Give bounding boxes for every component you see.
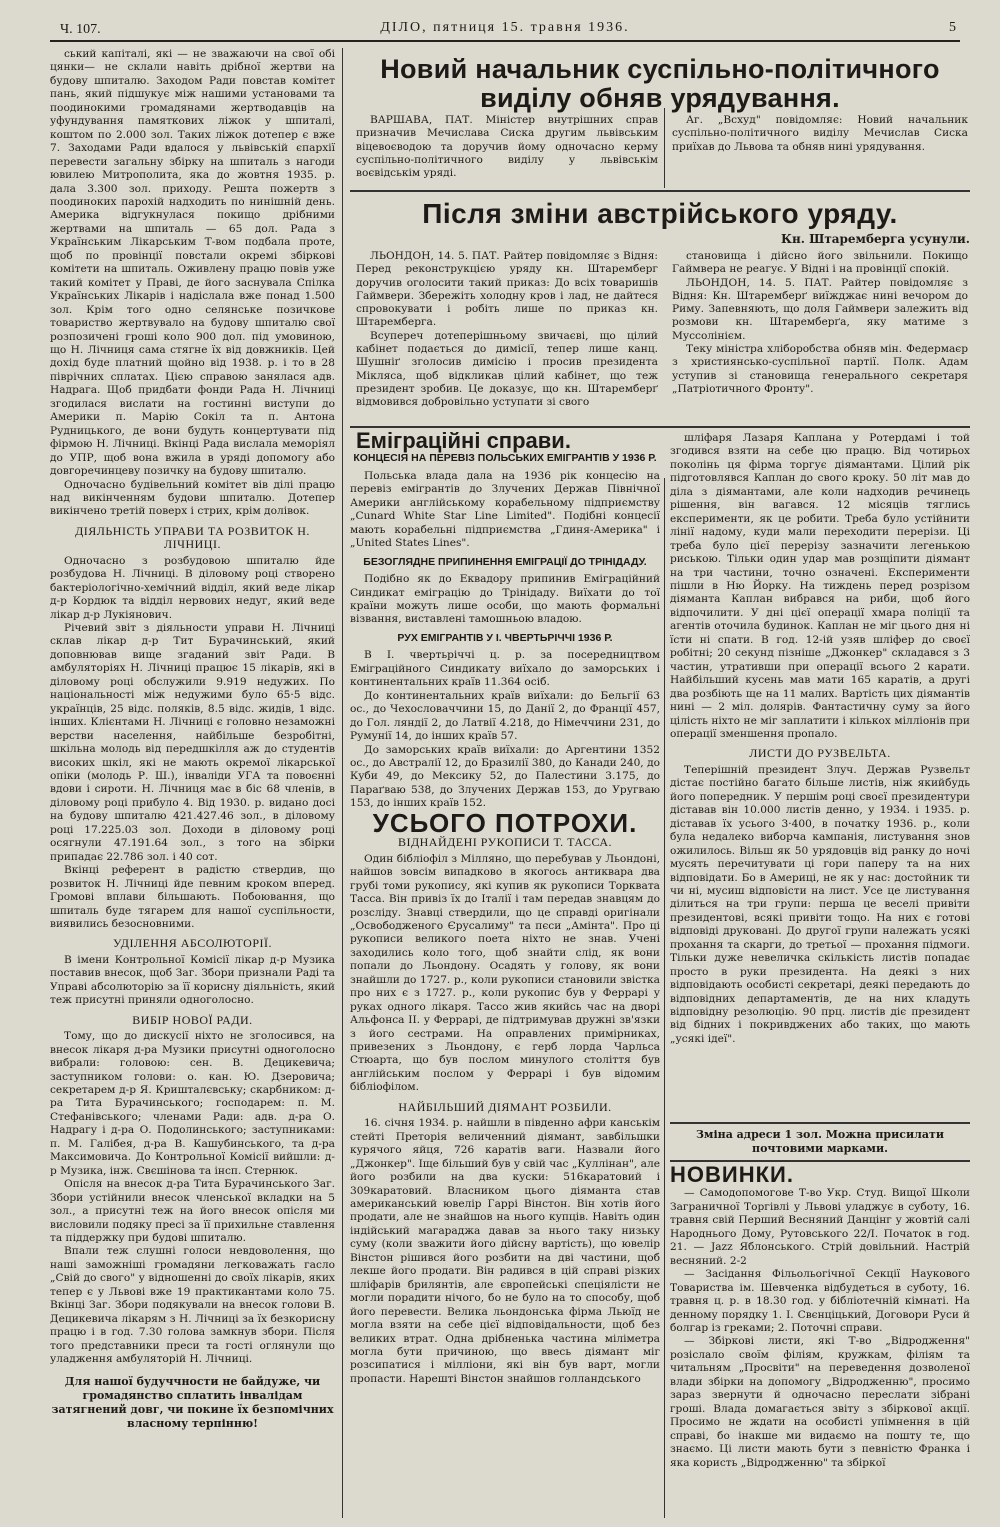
paragraph: Одночасно з розбудовою шпиталю йде розбудова Н. Лічниці. В діловому році створено бактеріологічно-хемічний відділ, який веде лікар д-р Кордюк та відділ нервових недуг, який веде лікар д-р Лукіянович.: [50, 554, 335, 621]
heading-news: НОВИНКИ.: [670, 1164, 794, 1187]
austria-right: [672, 250, 968, 422]
rule-austria: [350, 426, 970, 428]
section-heading: КОНЦЕСІЯ НА ПЕРЕВІЗ ПОЛЬСЬКИХ ЕМІГРАНТІВ У 1936 Р.: [353, 452, 657, 465]
column-3: [670, 432, 970, 1122]
paragraph: — Засідання Фільольогічної Секції Наукового Товариства ім. Шевченка відбудеться в суботу, 16. травня ц. р. в 18.30 год. у бібліотечній кімнаті. На денному порядку 1. І. Свєнціцький, Договори Руси й болгар із греками; 2. Поточні справи.: [670, 1268, 970, 1334]
paragraph: В І. чвертьріччі ц. р. за посередництвом Еміграційного Синдикату виїхало до заморських і континентальних країв 11.364 осіб.: [350, 649, 660, 689]
section-heading: ДІЯЛЬНІСТЬ УПРАВИ ТА РОЗВИТОК Н. ЛІЧНИЦІ.: [75, 523, 310, 552]
column-2: [350, 432, 660, 1518]
article-right: [672, 114, 968, 190]
austria-left: [356, 250, 658, 422]
paragraph: — Збіркові листи, які Т-во „Відродження" розіслало своїм філіям, кружкам, філіям та читальням „Просвіти" на переведення дозволеної влади збірки на допомогу „Відродженню", просимо зараз звернути й одночасно переслати зібрані гроші. Влада домагається звіту з збіркової акції. Просимо не ждати на особисті упімнення в цій справі, бо інакше ми видаємо на пошту те, що знаємо. Ці листи мають бути з певністю Франка і яка користь „Відродженню" та збіркої: [670, 1335, 970, 1469]
appeal-box: Для нашої будуччности не байдуже, чи громадянство сплатить інвалідам затягнений довг, чи покине їх безпомічних власному терпінню!: [51, 1374, 334, 1430]
section-heading: БЕЗОГЛЯДНЕ ПРИПИНЕННЯ ЕМІГРАЦІЇ ДО ТРІНІДАДУ.: [363, 555, 647, 568]
section-heading: РУХ ЕМІГРАНТІВ У І. ЧВЕРТЬРІЧЧІ 1936 Р.: [397, 631, 613, 644]
paragraph: Впали теж слушні голоси невдоволення, що наші заможніші громадяни легковажать гасло „Свій до свого" у відношенні до своїх лікарів, яких тепер є у Львові вже 19 практикантами коло 75. Вкінці Заг. Збори подякували на внесок голови В. Децикевича лікарям з Н. Лічниці за їх безкорисну працю і в год. 7.30 голова замкнув збори. Після того представники преси та гості оглянули що уладження амбуляторій Н. Лічниці.: [50, 1245, 335, 1366]
paragraph: ЛЬОНДОН, 14. 5. ПАТ. Райтер повідомляє з Відня: Кн. Штаремберґ виїжджає нині вечором до Риму. Запевняють, що доля Гаймвери залежить від розмови кн. Штаремберґа, яку матиме з Муссолінієм.: [672, 276, 968, 342]
page-number-left: Ч. 107.: [60, 22, 101, 37]
paragraph: Тому, що до дискусії ніхто не зголосився, на внесок лікаря д-ра Музики присутні одноголосно вибрали: головою: сен. В. Децикевича; заступником голови: о. кан. Ю. Дзеровича; секретарем д-р Я. Кришталєвську; скарбником: д-ра Тита Бурачинського; господарем: п. М. Стефанівського; членами Ради: адв. д-ра О. Надрагу і д-ра О. Подолинського; заступниками: п. М. Галібея, д-ра В. Кашубинського, та д-ра Максимовича. До Контрольної Комісії вийшли: д-р Музика, інж. Свєшінова та інсп. Стернюк.: [50, 1030, 335, 1177]
section-heading: ВІДНАЙДЕНІ РУКОПИСИ Т. ТАССА.: [397, 835, 613, 850]
paragraph: становища і дійсно його звільнили. Покищо Гаймвера не реагує. У Відні і на провінції спокій.: [672, 250, 968, 276]
page-number-right: 5: [949, 20, 956, 35]
paragraph: Річевий звіт з діяльности управи Н. Лічниці склав лікар д-р Тит Бурачинський, який доповнював вище згаданий звіт Ради. В амбуляторіях Н. Лічниці працює 15 лікарів, які в діловому році обслужили 9.919 недужих. По національності між недужими було 65·5 відс. українців, 25 відс. поляків, 8.5 відс. жидів, 1 відс. інших. Клієнтами Н. Лічниці є головно незаможні верстви населення, найбільше безробітні, шкільна молодь від передшкілля аж до студентів високих шкіл, які не мають окремої лікарської опіки (молодь Р. Ш.), інваліди УГА та повоєнні вдови і сироти. Н. Лічниця має в біс 68 членів, в діловому році прибуло 4. Від 1930. р. видано досі на будову шпиталю 421.427.46 зол., в діловому році 17.225.03 зол. Доходи в діловому році осягнули 47.191.64 зол., з того на збірки припадає 22.786 зол. і 40 сот.: [50, 622, 335, 863]
paragraph: 16. січня 1934. р. найшли в південно афри канськім стейті Преторія величенний діямант, завбільшки курячого яйця, 726 каратів ваги. Назвали його „Джонкер". Іще більший був у свій час „Куллінан", але його розбили на два куски: 516каратовий і 309каратовий. Власником цього діяманта став американський ювелір Гаррі Вінстон. Він хотів його продати, але не знайшов на нього купців. Навіть один індійський магараджа давав за нього таку низьку суму (коли зважити його дійсну вартість), що ювелір Вінстон рішився його розбити на дві частини, щоб лекше його продати. Він радився в цій справі різких шліфарів брилянтів, але європейські спеціялісти не могли порадити нічого, бо не було на то способу, щоб його перевести. Велика льондонська фірма Льюїд не могла взяти на себе цієї відповідальности, щоб без великих втрат. Одна дрібненька частина міліметра могла бути причиною, що ввесь діямант міг розсипатися і мілліони, які він був варт, могли пропасти. Нарешті Вінстон знайшов голландського: [350, 1117, 660, 1385]
paragraph: шліфаря Лазаря Каплана у Ротердамі і той згодився взяти на себе цю працю. Від чотирьох поколінь ця фірма торгує діямантами. Цілий рік підготовлявся Каплан до свого кроку. 50 літ мав до діла з діямантами, але коли надходив речинець рішення, він вагався. 12 місяців тяглись експерименти, як це робити. Треба було устійнити лінії надому, куди мали переходити перерізи. Ці треба було цієї перерізу зазначити легенькою риською. Тільки один удар мав розщіпити діямант на три частини, точно означені. Експерименти пішли в Ню Йорку. На тиждень перед розрізом діяманта Каплан вибрався на риби, щоб його відпочилити. У дні цієї операції хмара поліції та агентів оточила будинок. Каплан не міг цього дня ні їсти ні спати. В год. 12-ій узяв шліфер до своєї робітні; 20 секунд пізніше „Джонкер" складався з 3 частин, утративши при операції всього 2 карати. Найбільший кусень мав мати 165 каратів, а другі два розбіють ще на 11 малих. Вартість цих діямантів нині — 2 міл. долярів. Фантастичну суму за його цілість ніхто не міг заплатити і кількох мілліонів при операції зменшення пропало.: [670, 432, 970, 740]
section-heading: УДІЛЕННЯ АБСОЛЮТОРІЇ.: [113, 936, 272, 951]
rule-notice-top: [670, 1122, 970, 1124]
column-rule-2: [664, 478, 665, 1518]
heading-emigration: Еміграційні справи.: [356, 432, 571, 453]
paragraph: Всупереч дотеперішньому звичаєві, що цілий кабінет подається до димісії, тепер лише канц. Шушніґ зголосив димісію і просив президента Мікляса, щоб відкликав цілий кабінет, що теж президент зробив. Це доказує, що кн. Штаремберґ відмовився добровільно уступати зі свого: [356, 329, 658, 409]
paragraph: ський капіталі, які — не зважаючи на свої обі цянки— не склали навіть дрібної жертви на будову шпиталю. Заходом Ради повстав комітет пань, який підшукує між нашими установами та поодинокими громадянами жертводавців на уфундування памяткових ліжок у шпиталі, коштом по 2.000 зол. Таких ліжок дотепер є вже 7. Заходами Ради вдалося у львівській єпархії перевести загальну збірку на шпиталь з нагоди ювилею Митрополита, яка до жовтня 1935. р. дала 3.300 зол. приходу. Решта пожертв з поодиноких парохій надходить по нинішній день. Америка відгукнулася покищо дрібними жертвами на шпиталь — 65 дол. Рада з Українським Лікарським Т-вом подбала проте, щоб по провінції повстали окремі збіркові комітети на шпиталь. Оживлену працю повів уже такий комітет у Праві, де його заснувала Спілка Українських Лікарів і надіслала вже понад 1.500 зол. Крім того одно селянське позичкове товариство жертвувало на будову шпиталю свої розпозичені гроші коло 900 дол. під умовиною, що Н. Лічниця сама стягне їх від довжників. Цей дохід буде платний щойно від 1938. р. і то в 28 піврічних сплатах. Цією справою занялася адв. Надрага. Щоб придбати фонди Рада Н. Лічниці згодилася вислати на гостинні виступи до Америки п. Марію Сокіл та п. Антона Рудницького, де вони будуть концертувати під фірмою Н. Лічниці. Вкінці Рада вислала меморіял до УПР, щоб вона вжила в уряді допомогу або довгоречинцеву позичку на будову шпиталю.: [50, 48, 335, 478]
paragraph: Польська влада дала на 1936 рік концесію на перевіз емігрантів до Злучених Держав Північної Америки англійському корабельному підприємству „Cunard White Star Line Limited". Подібні концесії мають корабельні підприємства „Гдиня-Америка" і „United States Lines".: [350, 469, 660, 550]
section-heading: НАЙБІЛЬШИЙ ДІЯМАНТ РОЗБИЛИ.: [398, 1099, 612, 1114]
headline-new-chief: Новий начальник суспільно-політичного виділу обняв урядування.: [380, 54, 940, 113]
column-rule-1: [342, 48, 343, 1518]
paragraph: Одночасно будівельний комітет вів ділі працю над викінченням будови шпиталю. Дотепер викінчено третій поверх і стрих, крім долівок.: [50, 478, 335, 518]
page-header: [50, 16, 960, 42]
rule-top-article: [350, 190, 970, 192]
paragraph: ВАРШАВА, ПАТ. Міністер внутрішних справ призначив Мечислава Сиска другим львівським віцевоєводою та доручив йому одночасно керму суспільно-політичного виділу у львівськім воєвідськім уряді.: [356, 114, 658, 180]
subheadline-austria: Кн. Штаремберга усунули.: [781, 232, 970, 246]
notice-box: Зміна адреси 1 зол. Можна присилати почтовими марками.: [695, 1128, 944, 1155]
paragraph: Один бібліофіл з Мілляно, що перебував у Льондоні, найшов зовсім випадково в якогось антиквара два грубі томи рукопису, які купив як рукописи Торквата Тасса. Він привіз їх до Італії і там передав знавцям до розсліду. Знавці ствердили, що це справді оригінали „Освободженого Єрусалиму" та пєси „Амінта". Про ці рукописи великого поета ніхто не знав. Учені заходились коло того, щоб знайти слід, як вони попали до Льондону. Осадять у голову, як вони знайшли до 1727. р., коли рукописи становили звістка про них є з 1727. р., коли рукопис був у Феррарі у руках одного лікаря. Тассо жив якийсь час на дворі Альфонса II. у Феррарі, де підтримував дружні зв'язки з його сестрами. На оправлених примірниках, привезених з Льондону, є герб лорда Чарльса Стюарта, що був послом минулого століття був англійським послом у Феррарі і був відомим бібліофілом.: [350, 852, 660, 1094]
column-rule-top: [664, 108, 665, 188]
headline-austria: Після зміни австрійського уряду.: [422, 198, 898, 229]
heading-miscellany: УСЬОГО ПОТРОХИ.: [372, 807, 638, 838]
paragraph: — Самодопомогове Т-во Укр. Студ. Вищої Школи Заграничної Торгівлі у Львові уладжує в суботу, 16. травня свій Перший Весняний Данцінг у жовтій салі Народнього Дому, Рутовського 22/I. Початок в год. 21. — Jazz Яблонського. Стрій довільний. Настрій весняний. 2-2: [670, 1187, 970, 1267]
masthead: ДІЛО, пятниця 15. травня 1936.: [380, 20, 630, 35]
paragraph: Вкінці референт в радістю ствердив, що розвиток Н. Лічниці йде певним кроком вперед. Громові вплави більшають. Побоювання, що шпиталь буде тягарем для нашої суспільности, виявились безосновними.: [50, 864, 335, 930]
section-heading: ЛИСТИ ДО РУЗВЕЛЬТА.: [749, 746, 891, 761]
column-1: [50, 48, 335, 1518]
section-heading: ВИБІР НОВОЇ РАДИ.: [132, 1012, 253, 1027]
paragraph: Опісля на внесок д-ра Тита Бурачинського Заг. Збори устійнили внесок членської вкладки на 5 зол., а присутні теж на його внесок опісля ми висловили подяку пресі за її прихильне ставлення та піддержку при будові шпиталю.: [50, 1178, 335, 1244]
paragraph: Теку міністра хліборобства обняв мін. Федермаєр з християнсько-суспільної партії. Полк. Адам уступив зі становища генерального секретаря „Патріотичного Фронту".: [672, 343, 968, 395]
paragraph: ЛЬОНДОН, 14. 5. ПАТ. Райтер повідомляє з Відня: Перед реконструкцією уряду кн. Штаремберг доручив оголосити такий приказ: До всіх товаришів Гаймвери. Збережіть холодну кров і лад, не дайтеся спровокувати і робіть лише по приказ кн. Штаремберга.: [356, 250, 658, 329]
paragraph: До заморських країв виїхали: до Аргентини 1352 ос., до Австралії 12, до Бразилії 380, до Канади 240, до Куби 49, до Мексику 52, до Палестини 3.175, до Параґваю 538, до Злучених Держав 153, до Уругваю 153, до інших країв 152.: [350, 743, 660, 810]
paragraph: До континентальних країв виїхали: до Бельгії 63 ос., до Чехословаччини 15, до Данії 2, до Франції 457, до Гол. ляндії 2, до Латвії 4.218, до Німеччини 231, до Румунії 14, до інших країв 57.: [350, 689, 660, 743]
paragraph: Аг. „Всхуд" повідомляє: Новий начальник суспільно-політичного виділу Мечислав Сиска приїхав до Львова та обняв нині урядування.: [672, 114, 968, 153]
paragraph: Теперішній президент Злуч. Держав Рузвельт дістає постійно багато більше листів, ніж якийбудь його попередник. У першім році своєї президентури діставав він 10.000 листів денно, у 1934. і 1935. р. діставав їх усього 3·400, в початку 1936. р., коли була недалеко виборча кампанія, листування знов ожилилось. Вільш як 50 урядовців від ранку до ночі мусять перечитувати ці гори паперу та на них відповідати. Бо в Америці, не як у нас: достойник ти чи ні, мусиш відповісти на лист. Усе це листування ділиться на три групи: перша це веселі привіти президентові, всякі привіти тощо. На них є готові відповіді друковані. До другої групи належать усякі прохання та скарги, до третьої — прохання підмоги. Тільки дуже невеличка скількість листів попадає просто в руки президента. На деякі з них відповідають особисті секретарі, деякі передають до відповідних департаментів, де на них кладуть відповідну резолюцію. 90 прц. листів діє президент від бідних і покривджених або таких, що мають „усякі ідеї".: [670, 763, 970, 1045]
rule-notice-bottom: [670, 1160, 970, 1162]
paragraph: В імени Контрольної Комісії лікар д-р Музика поставив внесок, щоб Заг. Збори признали Раді та Управі абсолюторію за її корисну діяльність, який теж присутні приняли одноголосно.: [50, 953, 335, 1007]
column-news: [670, 1164, 970, 1518]
paragraph: Подібно як до Еквадору припинив Еміграційний Синдикат еміграцію до Трінідаду. Виїхати до тої країни можуть лише особи, що мають формальні візвання, виставлені тамошньою владою.: [350, 573, 660, 626]
article-left: [356, 114, 658, 190]
